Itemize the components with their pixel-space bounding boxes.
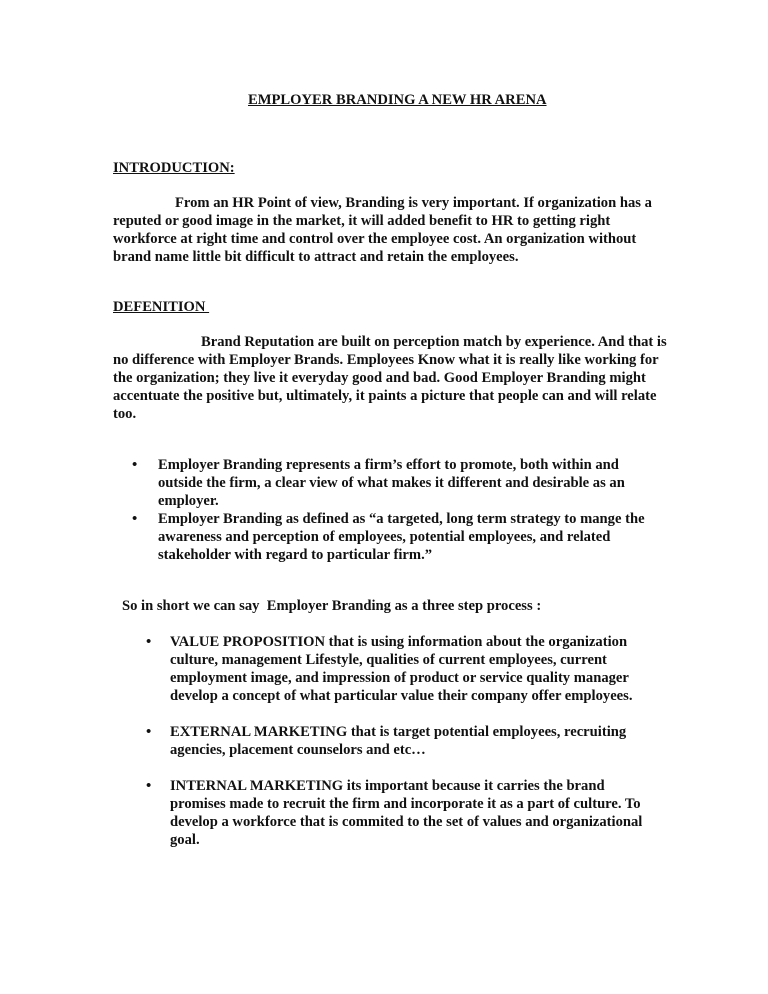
- list-item-text: Employer Branding as defined as “a targeted, long term strategy to mange the awareness and perception of employees, potential employees, and related stakeholder with regard to particular firm.”: [158, 511, 645, 563]
- list-item-text: INTERNAL MARKETING its important because it carries the brand promises made to recruit the firm and incorporate it as a part of culture. To develop a workforce that is commited to the set of values and organizational goal.: [170, 778, 643, 848]
- introduction-paragraph: From an HR Point of view, Branding is very important. If organization has a reputed or good image in the market, it will added benefit to HR to getting right workforce at right time and control over the employee cost. An organization without brand name little bit difficult to attract and retain the employees.: [113, 195, 652, 265]
- definition-paragraph: Brand Reputation are built on perception match by experience. And that is no difference with Employer Brands. Employees Know what it is really like working for the organization; they live it everyday good and bad. Good Employer Branding might accentuate the positive but, ultimately, it paints a picture that people can and will relate too.: [113, 334, 667, 422]
- list-item-text: VALUE PROPOSITION that is using information about the organization culture, management Lifestyle, qualities of current employees, current employment image, and impression of product or service quality manager develop a concept of what particular value their company offer employees.: [170, 634, 633, 704]
- definition-bullet-list: [132, 456, 657, 564]
- list-item: [132, 510, 657, 564]
- document-title: EMPLOYER BRANDING A NEW HR ARENA: [248, 92, 547, 108]
- bullet-icon: •: [146, 634, 152, 650]
- introduction-heading: INTRODUCTION:: [113, 160, 235, 176]
- definition-heading: DEFENITION: [113, 299, 210, 315]
- list-item: [132, 456, 657, 510]
- process-step-list: [146, 633, 656, 849]
- bullet-icon: •: [132, 457, 138, 473]
- list-item: [146, 777, 656, 849]
- process-lead: So in short we can say Employer Branding as a three step process :: [122, 598, 542, 614]
- bullet-icon: •: [146, 778, 152, 794]
- bullet-icon: •: [146, 724, 152, 740]
- list-item: [146, 633, 656, 705]
- bullet-icon: •: [132, 511, 138, 527]
- list-item-text: Employer Branding represents a firm’s effort to promote, both within and outside the firm, a clear view of what makes it different and desirable as an employer.: [158, 457, 625, 509]
- list-item: [146, 723, 656, 759]
- list-item-text: EXTERNAL MARKETING that is target potential employees, recruiting agencies, placement counselors and etc…: [170, 724, 627, 758]
